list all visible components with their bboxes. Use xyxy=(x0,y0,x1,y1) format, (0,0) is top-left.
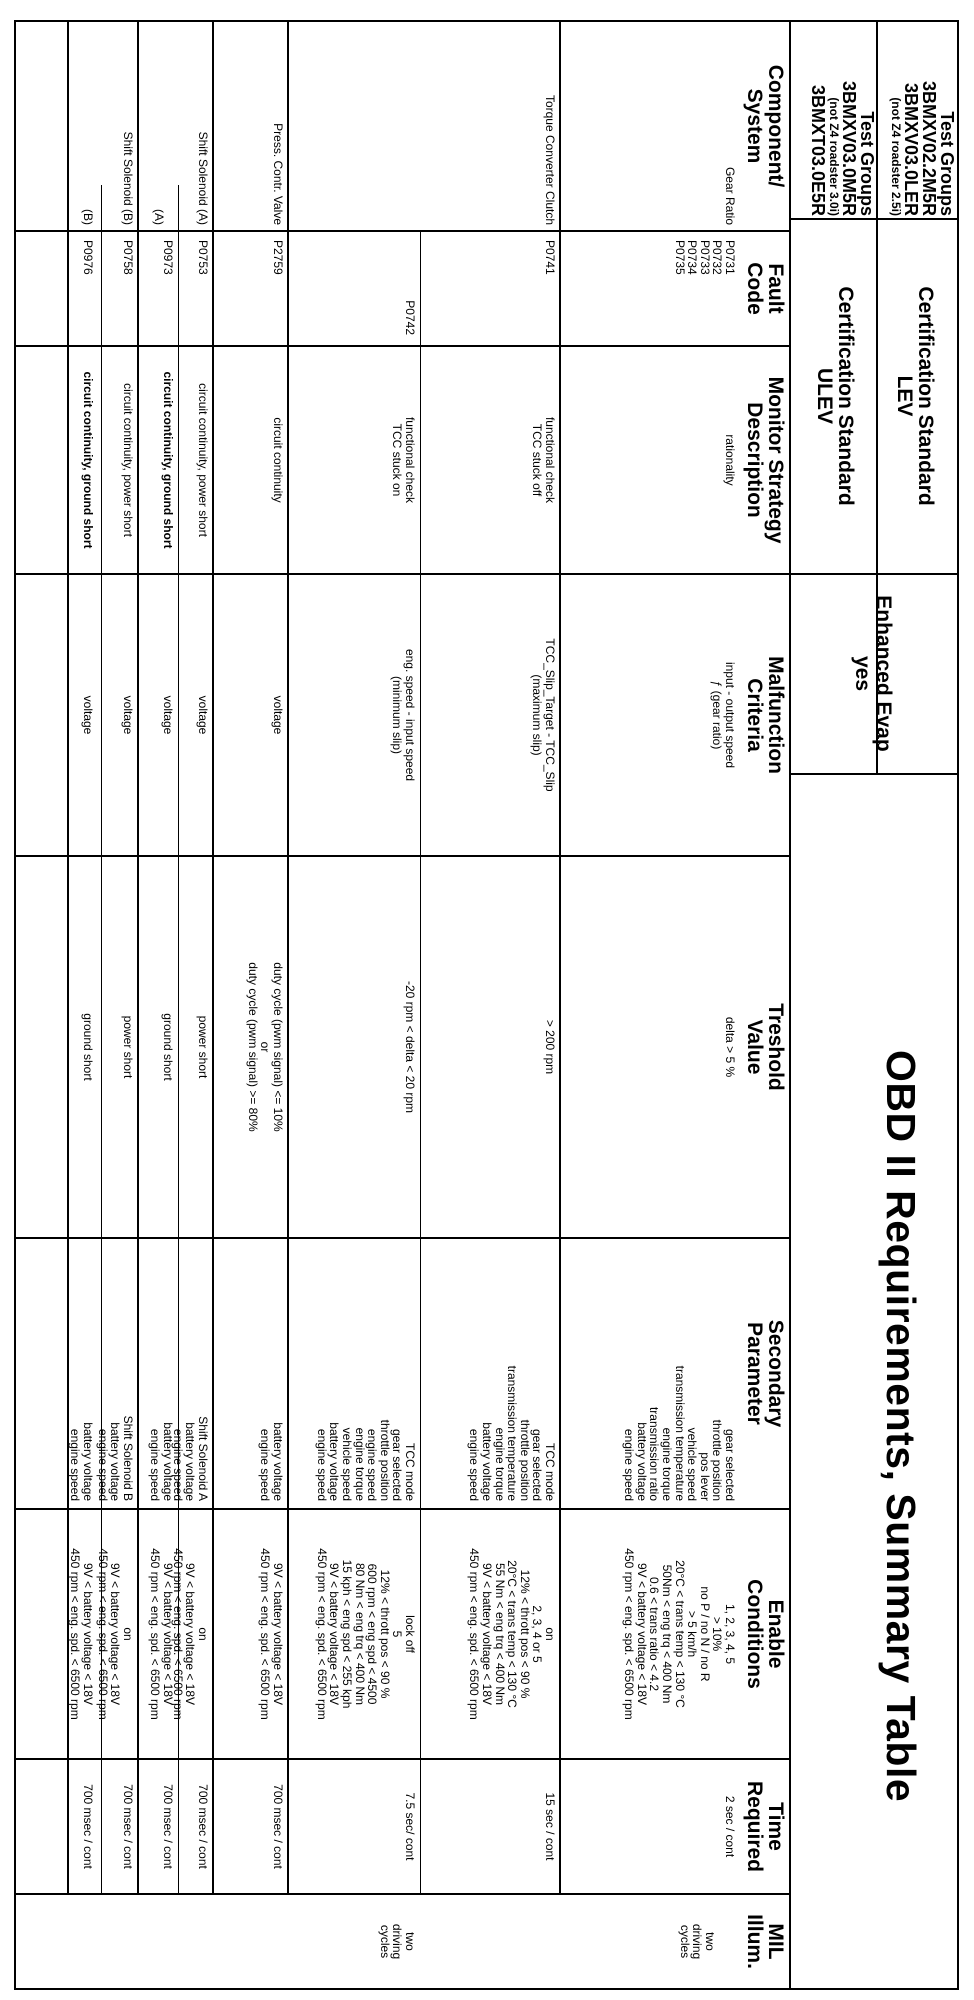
ssb2-threshold: ground short xyxy=(81,1013,95,1081)
ssa2-threshold: ground short xyxy=(161,1013,175,1081)
tcc-off-criteria: TCC_Slip_Target - TCC_Slip (maximum slip) xyxy=(530,638,557,792)
enhanced-evap xyxy=(852,575,894,772)
ssb2-time: 700 msec / cont xyxy=(81,1784,95,1869)
header-col-divider-3 xyxy=(789,773,959,775)
tcc-on-time: 7.5 sec/ cont xyxy=(403,1792,417,1861)
obd-summary-document: OBD II Requirements, Summary Table Test Groups 3BMXV02.2M5R 3BMXV03.0LER (not Z4 roadster 2.5i) Test Groups 3BMXV03.0M5R (not Z4 roadster 3.0i) 3BMXT03.0E5R Certification Standard LEV Certification Standard ULEV Enhanced Evap yes Component/ System Fault Code Monitor Strategy Description Malfunction Criteria Treshold Value Secondary Parameter Enable Conditions Time Required MIL Illum. Gear Ratio P0731 P0732 P0733 P0734 P0735 rationality input - output speed ƒ (gear ratio) delta > 5 % gear selected throttle position pos lever vehicle speed transmission temperature engine torque transmission ratio battery voltage engine speed 1, 2, 3, 4, 5 > 10% no P / no N / no R > 5 km/h 20°C < trans temp < 130 °C 50Nm < eng trq < 400 Nm 0.6 < trans ratio < 4.2 9V < battery voltage < 18V 450 rpm < eng. spd. < 6500 rpm 2 sec / cont two driving cycles Torque Converter Clutch P0741 functional check TCC stuck off TCC_Slip_Target - TCC_Slip (maximum slip) > 200 rpm TCC mode gear selected throttle position transmission temperature engine torque battery voltage engine speed on 2, 3, 4 or 5 12% < thrott pos < 90 % 20°C < trans temp < 130 °C 55 Nm < eng trq < 400 Nm 9V < battery voltage < 18V 450 rpm < eng. spd. < 6500 rpm 15 sec / cont P0742 functional check TCC stuck on eng. speed - input speed (minimum slip) -20 rpm < delta < 20 rpm TCC mode gear selected throttle position engine speed engine torque vehicle speed battery voltage engine speed lock off 5 12% < thrott pos < 90 % 600 rpm < eng spd < 4500 80 Nm < eng trq < 400 Nm 15 kph < eng spd < 255 kph 9V < battery voltage < 18V 450 rpm < eng. spd. < 6500 rpm 7.5 sec/ cont two driving cycles Press. Contr. Valve P2759 circuit continuity voltage duty cycle (pwm signal) <= 10% or duty cycle (pwm signal) >= 80% battery voltage engine speed 9V < battery voltage < 18V 450 rpm < eng. spd. < 6500 rpm 700 msec / cont Shift Solenoid (A) P0753 circuit continuity, power short voltage power short Shift Solenoid A battery voltage engine speed on 9V < battery voltage < 18V 450 rpm < eng. spd. < 6500 rpm 700 msec / cont (A) P0973 circuit continuity, ground short voltage ground short battery voltage engine speed 9V < battery voltage < 18V 450 rpm < eng. spd. < 6500 rpm 700 msec / cont Shift Solenoid (B) P0758 circuit continuity, power short voltage power short Shift Solenoid B battery voltage engine speed on 9V < battery voltage < 18V 450 rpm < eng. spd. < 6500 rpm 700 msec / cont (B) P0976 circuit continuity, ground short voltage ground short battery voltage engine speed 9V < battery voltage < 18V 450 rpm < eng. spd. < 6500 rpm 700 msec / cont xyxy=(0,0,974,2000)
ssb2-component: (B) xyxy=(81,209,95,225)
col-header-malfunction-line2: Criteria xyxy=(743,678,766,752)
ssa2-params: battery voltage engine speed xyxy=(148,1422,175,1501)
pcv-time: 700 msec / cont xyxy=(271,1784,285,1869)
tcc-on-threshold: -20 rpm < delta < 20 rpm xyxy=(403,980,417,1114)
col-header-component xyxy=(744,22,786,230)
cert-value-2: ULEV xyxy=(813,367,836,424)
row-line-gear xyxy=(559,20,561,1895)
ssa2-monitor: circuit continuity, ground short xyxy=(161,371,175,549)
test-group-2b: 3BMXT03.0E5R xyxy=(808,84,828,216)
col-header-threshold xyxy=(744,857,786,1237)
col-header-secondary-line2: Parameter xyxy=(743,1322,766,1425)
ssb-monitor: circuit continuity, power short xyxy=(121,383,135,537)
ssb2-criteria: voltage xyxy=(81,695,95,735)
tcc-off-monitor: functional check TCC stuck off xyxy=(530,416,557,504)
test-groups-block-2 xyxy=(809,24,876,216)
pcv-monitor: circuit continuity xyxy=(271,417,285,503)
ssa-threshold: power short xyxy=(196,1015,210,1079)
gear-params: gear selected throttle position pos lever vehicle speed transmission temperature engine torque transmission ratio battery voltage engine speed xyxy=(622,1365,737,1501)
col-header-threshold-line2: Value xyxy=(743,1019,766,1075)
ssb2-conditions: 9V < battery voltage < 18V 450 rpm < eng. spd. < 6500 rpm xyxy=(68,1548,95,1720)
gear-time: 2 sec / cont xyxy=(723,1795,737,1858)
pcv-params: battery voltage engine speed xyxy=(258,1422,285,1501)
ssa-conditions: on 9V < battery voltage < 18V 450 rpm < eng. spd. < 6500 rpm xyxy=(170,1548,210,1720)
ssb-params: Shift Solenoid B battery voltage engine speed xyxy=(95,1415,135,1501)
col-header-threshold-line1: Treshold xyxy=(764,1003,787,1091)
cert-standard-2 xyxy=(814,220,856,572)
gear-criteria: input - output speed ƒ (gear ratio) xyxy=(710,661,737,769)
row-line-tcc-sub xyxy=(420,230,421,1895)
ssa2-time: 700 msec / cont xyxy=(161,1784,175,1869)
page-title: OBD II Requirements, Summary Table xyxy=(878,1050,924,1803)
col-header-enable xyxy=(744,1510,786,1758)
col-header-time xyxy=(744,1760,786,1893)
ssa-time: 700 msec / cont xyxy=(196,1784,210,1869)
row-line-ssa xyxy=(137,20,139,1895)
border-top xyxy=(957,20,959,1990)
border-left xyxy=(14,20,959,22)
tcc-off-params: TCC mode gear selected throttle position transmission temperature engine torque battery voltage engine speed xyxy=(467,1365,557,1501)
tcc-component: Torque Converter Clutch xyxy=(543,94,557,225)
test-groups-block-1 xyxy=(889,24,956,216)
col-line-fault xyxy=(14,230,791,232)
ssa2-conditions: 9V < battery voltage < 18V 450 rpm < eng. spd. < 6500 rpm xyxy=(148,1548,175,1720)
ssb2-code: P0976 xyxy=(81,240,95,275)
test-groups-note-1: (not Z4 roadster 2.5i) xyxy=(889,97,903,216)
ssb-code: P0758 xyxy=(121,240,135,275)
test-groups-label-1: Test Groups xyxy=(937,111,957,216)
col-header-secondary-line1: Secondary xyxy=(764,1319,787,1428)
cert-label-1: Certification Standard xyxy=(914,286,937,506)
ssb-threshold: power short xyxy=(121,1015,135,1079)
col-header-time-line1: Time xyxy=(764,1802,787,1851)
ssa-code: P0753 xyxy=(196,240,210,275)
gear-component: Gear Ratio xyxy=(723,166,737,225)
pcv-criteria: voltage xyxy=(271,695,285,735)
ssb-component: Shift Solenoid (B) xyxy=(121,131,135,225)
gear-mil: two driving cycles xyxy=(677,1923,717,1960)
ssa-params: Shift Solenoid A battery voltage engine speed xyxy=(170,1416,210,1501)
tcc-on-criteria: eng. speed - input speed (minimum slip) xyxy=(390,648,417,782)
ssa2-component: (A) xyxy=(152,209,166,225)
ssb2-monitor: circuit continuity, ground short xyxy=(81,371,95,549)
ssb-conditions: on 9V < battery voltage < 18V 450 rpm < eng. spd. < 6500 rpm xyxy=(95,1548,135,1720)
pcv-threshold: duty cycle (pwm signal) <= 10% or duty cycle (pwm signal) >= 80% xyxy=(245,962,285,1132)
tcc-off-code: P0741 xyxy=(543,240,557,275)
test-group-1b: 3BMXV03.0LER xyxy=(901,82,921,216)
ssb-time: 700 msec / cont xyxy=(121,1784,135,1869)
cert-label-2: Certification Standard xyxy=(834,286,857,506)
col-header-fault xyxy=(744,232,786,345)
col-header-fault-line1: Fault xyxy=(764,263,787,314)
col-header-monitor-line2: Description xyxy=(743,402,766,518)
tcc-on-monitor: functional check TCC stuck on xyxy=(390,416,417,504)
col-header-mil-line1: MIL xyxy=(764,1923,787,1960)
cert-standard-1 xyxy=(894,220,936,572)
tcc-off-threshold: > 200 rpm xyxy=(543,1019,557,1075)
border-right xyxy=(14,1988,959,1990)
col-header-component-line1: Component/ xyxy=(764,64,787,188)
gear-monitor: rationality xyxy=(723,434,737,486)
tcc-off-time: 15 sec / cont xyxy=(543,1792,557,1861)
tcc-on-mil: two driving cycles xyxy=(377,1923,417,1960)
test-group-1a: 3BMXV02.2M5R xyxy=(919,80,939,216)
row-line-pcv xyxy=(212,20,214,1895)
col-header-time-line2: Required xyxy=(743,1780,766,1872)
pcv-code: P2759 xyxy=(271,240,285,275)
ssb-criteria: voltage xyxy=(121,695,135,735)
ssa2-criteria: voltage xyxy=(161,695,175,735)
col-header-secondary xyxy=(744,1239,786,1508)
col-header-component-line2: System xyxy=(743,88,766,164)
col-header-mil-line2: Illum. xyxy=(743,1914,766,1969)
col-header-mil xyxy=(744,1895,786,1988)
col-header-monitor-line1: Monitor Strategy xyxy=(764,376,787,544)
evap-label: Enhanced Evap xyxy=(872,595,895,752)
header-bottom-line xyxy=(789,20,791,1990)
row-line-tcc xyxy=(287,20,289,1895)
ssa2-code: P0973 xyxy=(161,240,175,275)
tcc-off-conditions: on 2, 3, 4 or 5 12% < thrott pos < 90 % 20°C < trans temp < 130 °C 55 Nm < eng trq < 400 Nm 9V < battery voltage < 18V 450 rpm < eng. spd. < 6500 rpm xyxy=(467,1548,557,1720)
border-bottom xyxy=(14,20,16,1990)
gear-codes: P0731 P0732 P0733 P0734 P0735 xyxy=(672,240,737,275)
col-header-malfunction-line1: Malfunction xyxy=(764,656,787,774)
ssb2-params: battery voltage engine speed xyxy=(68,1422,95,1501)
test-groups-note-2: (not Z4 roadster 3.0i) xyxy=(827,97,841,216)
pcv-component: Press. Contr. Valve xyxy=(271,123,285,225)
col-header-fault-line2: Code xyxy=(743,262,766,315)
pcv-conditions: 9V < battery voltage < 18V 450 rpm < eng. spd. < 6500 rpm xyxy=(258,1548,285,1720)
test-group-2a: 3BMXV03.0M5R xyxy=(839,80,859,216)
test-groups-label-2: Test Groups xyxy=(857,111,877,216)
ssa-component: Shift Solenoid (A) xyxy=(196,131,210,225)
tcc-on-conditions: lock off 5 12% < thrott pos < 90 % 600 rpm < eng spd < 4500 80 Nm < eng trq < 400 Nm 15 kph < eng spd < 255 kph 9V < battery voltage < 18V 450 rpm < eng. spd. < 6500 rpm xyxy=(314,1548,417,1720)
ssa-criteria: voltage xyxy=(196,695,210,735)
evap-value: yes xyxy=(851,655,874,692)
col-header-enable-line1: Enable xyxy=(764,1599,787,1669)
cert-value-1: LEV xyxy=(893,375,916,417)
gear-threshold: delta > 5 % xyxy=(723,1016,737,1078)
col-header-malfunction xyxy=(744,575,786,855)
gear-conditions: 1, 2, 3, 4, 5 > 10% no P / no N / no R > 5 km/h 20°C < trans temp < 130 °C 50Nm < eng trq < 400 Nm 0.6 < trans ratio < 4.2 9V < battery voltage < 18V 450 rpm < eng. spd. < 6500 rpm xyxy=(622,1548,737,1720)
ssa-monitor: circuit continuity, power short xyxy=(196,383,210,537)
col-header-enable-line2: Conditions xyxy=(743,1579,766,1689)
col-header-monitor xyxy=(744,347,786,573)
tcc-on-params: TCC mode gear selected throttle position engine speed engine torque vehicle speed battery voltage engine speed xyxy=(314,1419,417,1501)
